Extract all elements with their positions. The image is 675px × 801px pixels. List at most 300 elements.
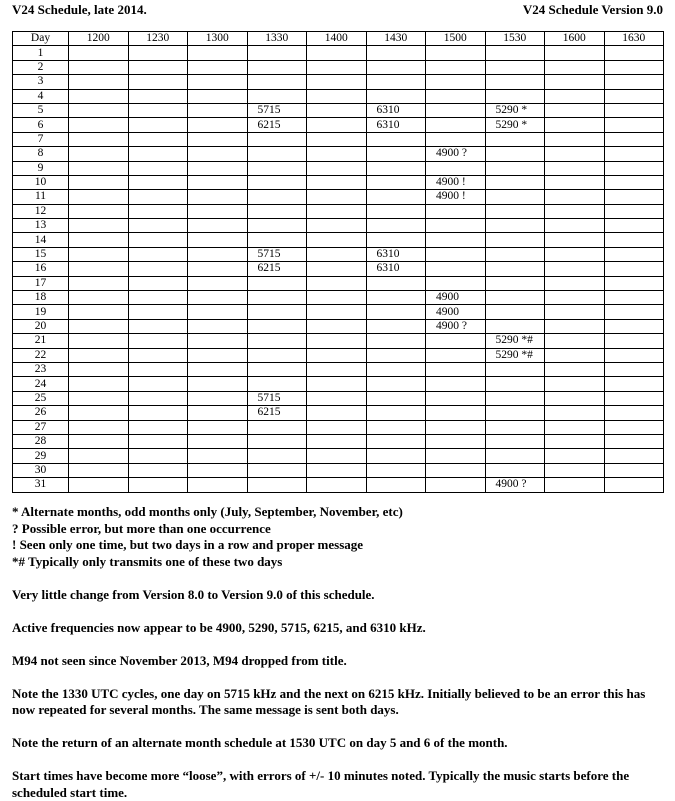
frequency-cell [188, 463, 248, 477]
frequency-cell [485, 449, 545, 463]
frequency-cell [247, 161, 307, 175]
day-cell: 4 [13, 89, 69, 103]
frequency-cell [247, 377, 307, 391]
legend-item: *# Typically only transmits one of these two days [12, 554, 667, 571]
frequency-cell [188, 420, 248, 434]
frequency-cell [307, 291, 367, 305]
frequency-cell [545, 175, 605, 189]
frequency-cell [307, 118, 367, 132]
frequency-cell [485, 233, 545, 247]
frequency-cell [307, 219, 367, 233]
frequency-cell [485, 463, 545, 477]
frequency-cell [247, 46, 307, 60]
frequency-cell [426, 204, 486, 218]
frequency-cell [545, 463, 605, 477]
frequency-cell [188, 204, 248, 218]
frequency-cell [69, 420, 129, 434]
frequency-cell [307, 334, 367, 348]
column-header-time: 1630 [604, 32, 664, 46]
frequency-cell [128, 291, 188, 305]
day-cell: 11 [13, 190, 69, 204]
table-row [13, 60, 664, 74]
frequency-cell [604, 147, 664, 161]
table-row [13, 449, 664, 463]
frequency-cell [545, 334, 605, 348]
frequency-cell [188, 334, 248, 348]
table-row [13, 305, 664, 319]
frequency-cell [366, 406, 426, 420]
frequency-cell [426, 276, 486, 290]
column-header-time: 1430 [366, 32, 426, 46]
frequency-cell [604, 291, 664, 305]
day-cell: 15 [13, 247, 69, 261]
frequency-cell [128, 449, 188, 463]
legend-item: * Alternate months, odd months only (July, September, November, etc) [12, 504, 667, 521]
frequency-cell [604, 406, 664, 420]
day-cell: 27 [13, 420, 69, 434]
frequency-cell [604, 118, 664, 132]
frequency-cell [426, 434, 486, 448]
frequency-cell: 4900 ? [485, 478, 545, 492]
frequency-cell [69, 319, 129, 333]
frequency-cell [485, 434, 545, 448]
frequency-cell [247, 434, 307, 448]
frequency-cell [188, 89, 248, 103]
frequency-cell [128, 262, 188, 276]
frequency-cell [604, 190, 664, 204]
frequency-cell [485, 406, 545, 420]
day-cell: 23 [13, 362, 69, 376]
day-cell: 19 [13, 305, 69, 319]
frequency-cell [545, 204, 605, 218]
frequency-cell [128, 276, 188, 290]
frequency-cell [188, 75, 248, 89]
frequency-cell [128, 247, 188, 261]
frequency-cell [604, 247, 664, 261]
note-paragraph: Note the return of an alternate month schedule at 1530 UTC on day 5 and 6 of the month. [12, 735, 667, 752]
day-cell: 9 [13, 161, 69, 175]
frequency-cell [604, 377, 664, 391]
frequency-cell [426, 233, 486, 247]
frequency-cell [604, 89, 664, 103]
frequency-cell: 6310 [366, 247, 426, 261]
frequency-cell [485, 377, 545, 391]
frequency-cell [69, 463, 129, 477]
frequency-cell [188, 175, 248, 189]
frequency-cell [545, 478, 605, 492]
frequency-cell [426, 89, 486, 103]
note-paragraph: Very little change from Version 8.0 to Version 9.0 of this schedule. [12, 587, 667, 604]
frequency-cell [69, 291, 129, 305]
frequency-cell [69, 132, 129, 146]
frequency-cell [188, 247, 248, 261]
frequency-cell [426, 391, 486, 405]
frequency-cell [545, 161, 605, 175]
frequency-cell: 5290 *# [485, 334, 545, 348]
frequency-cell [366, 46, 426, 60]
header-row [13, 32, 664, 46]
frequency-cell [366, 334, 426, 348]
frequency-cell [307, 132, 367, 146]
frequency-cell [188, 305, 248, 319]
frequency-cell [128, 391, 188, 405]
day-cell: 31 [13, 478, 69, 492]
frequency-cell [426, 420, 486, 434]
frequency-cell [188, 46, 248, 60]
frequency-cell [366, 219, 426, 233]
frequency-cell [307, 190, 367, 204]
day-cell: 30 [13, 463, 69, 477]
table-row [13, 434, 664, 448]
frequency-cell [247, 449, 307, 463]
version-label: V24 Schedule Version 9.0 [523, 2, 663, 18]
frequency-cell: 6215 [247, 118, 307, 132]
frequency-cell [366, 348, 426, 362]
frequency-cell [485, 305, 545, 319]
day-cell: 2 [13, 60, 69, 74]
frequency-cell [69, 262, 129, 276]
frequency-cell [128, 348, 188, 362]
column-header-day: Day [13, 32, 69, 46]
frequency-cell [366, 305, 426, 319]
frequency-cell [366, 132, 426, 146]
frequency-cell [69, 103, 129, 117]
frequency-cell [307, 463, 367, 477]
frequency-cell [604, 362, 664, 376]
frequency-cell [307, 103, 367, 117]
frequency-cell: 5715 [247, 247, 307, 261]
frequency-cell [604, 434, 664, 448]
frequency-cell [426, 449, 486, 463]
frequency-cell: 5715 [247, 103, 307, 117]
frequency-cell [545, 46, 605, 60]
frequency-cell [247, 319, 307, 333]
day-cell: 7 [13, 132, 69, 146]
frequency-cell [426, 247, 486, 261]
frequency-cell [128, 219, 188, 233]
table-row [13, 161, 664, 175]
table-row [13, 118, 664, 132]
frequency-cell [366, 319, 426, 333]
frequency-cell [366, 391, 426, 405]
frequency-cell [69, 362, 129, 376]
frequency-cell [545, 319, 605, 333]
paragraphs [12, 587, 667, 801]
frequency-cell [128, 161, 188, 175]
frequency-cell [128, 406, 188, 420]
day-cell: 5 [13, 103, 69, 117]
frequency-cell [69, 449, 129, 463]
frequency-cell: 5290 * [485, 103, 545, 117]
frequency-cell [604, 132, 664, 146]
frequency-cell [128, 233, 188, 247]
day-cell: 21 [13, 334, 69, 348]
frequency-cell [604, 46, 664, 60]
legend [12, 504, 667, 570]
table-row [13, 420, 664, 434]
frequency-cell [545, 420, 605, 434]
frequency-cell [485, 219, 545, 233]
frequency-cell [188, 478, 248, 492]
frequency-cell: 4900 [426, 291, 486, 305]
frequency-cell [69, 305, 129, 319]
table-row [13, 175, 664, 189]
column-header-time: 1530 [485, 32, 545, 46]
frequency-cell [485, 319, 545, 333]
table-row [13, 75, 664, 89]
frequency-cell: 6310 [366, 262, 426, 276]
frequency-cell [307, 175, 367, 189]
frequency-cell [366, 463, 426, 477]
frequency-cell [128, 75, 188, 89]
frequency-cell: 5290 * [485, 118, 545, 132]
frequency-cell: 4900 ? [426, 319, 486, 333]
frequency-cell [604, 75, 664, 89]
frequency-cell [366, 190, 426, 204]
frequency-cell [545, 75, 605, 89]
frequency-cell [307, 247, 367, 261]
frequency-cell [604, 420, 664, 434]
frequency-cell [426, 348, 486, 362]
frequency-cell [69, 233, 129, 247]
frequency-cell [604, 103, 664, 117]
frequency-cell: 5715 [247, 391, 307, 405]
table-row [13, 377, 664, 391]
frequency-cell [307, 377, 367, 391]
frequency-cell [307, 233, 367, 247]
table-row [13, 103, 664, 117]
table-row [13, 348, 664, 362]
notes-section [12, 504, 667, 801]
frequency-cell [307, 449, 367, 463]
column-header-time: 1230 [128, 32, 188, 46]
day-cell: 8 [13, 147, 69, 161]
frequency-cell [128, 434, 188, 448]
frequency-cell [604, 60, 664, 74]
column-header-time: 1200 [69, 32, 129, 46]
frequency-cell [69, 175, 129, 189]
frequency-cell [188, 147, 248, 161]
frequency-cell [128, 334, 188, 348]
frequency-cell [426, 478, 486, 492]
note-paragraph: Start times have become more “loose”, with errors of +/- 10 minutes noted. Typically the music starts before the scheduled start time. [12, 768, 667, 801]
table-row [13, 276, 664, 290]
frequency-cell [366, 60, 426, 74]
frequency-cell [485, 46, 545, 60]
frequency-cell [545, 233, 605, 247]
frequency-cell [366, 291, 426, 305]
frequency-cell [69, 377, 129, 391]
frequency-cell [485, 362, 545, 376]
table-row [13, 463, 664, 477]
frequency-cell [69, 348, 129, 362]
frequency-cell [128, 377, 188, 391]
frequency-cell [128, 46, 188, 60]
frequency-cell [545, 291, 605, 305]
document-title: V24 Schedule, late 2014. [12, 2, 147, 18]
table-row [13, 406, 664, 420]
frequency-cell [69, 161, 129, 175]
frequency-cell [307, 262, 367, 276]
frequency-cell [307, 305, 367, 319]
frequency-cell [247, 132, 307, 146]
frequency-cell [247, 147, 307, 161]
frequency-cell [128, 132, 188, 146]
frequency-cell [247, 233, 307, 247]
frequency-cell [545, 247, 605, 261]
table-row [13, 362, 664, 376]
frequency-cell [545, 147, 605, 161]
frequency-cell [188, 319, 248, 333]
frequency-cell [69, 147, 129, 161]
day-cell: 12 [13, 204, 69, 218]
frequency-cell [366, 276, 426, 290]
frequency-cell [426, 262, 486, 276]
frequency-cell [485, 276, 545, 290]
frequency-cell [307, 147, 367, 161]
frequency-cell [188, 348, 248, 362]
frequency-cell [604, 161, 664, 175]
frequency-cell: 6310 [366, 118, 426, 132]
frequency-cell [545, 406, 605, 420]
frequency-cell [188, 406, 248, 420]
table-row [13, 233, 664, 247]
frequency-cell [247, 362, 307, 376]
frequency-cell [604, 204, 664, 218]
frequency-cell [426, 118, 486, 132]
frequency-cell [545, 377, 605, 391]
frequency-cell [604, 305, 664, 319]
frequency-cell [366, 75, 426, 89]
frequency-cell [485, 161, 545, 175]
frequency-cell [485, 247, 545, 261]
column-header-time: 1600 [545, 32, 605, 46]
frequency-cell [128, 305, 188, 319]
day-cell: 26 [13, 406, 69, 420]
frequency-cell [604, 391, 664, 405]
frequency-cell [485, 75, 545, 89]
frequency-cell [426, 219, 486, 233]
frequency-cell [545, 391, 605, 405]
frequency-cell [128, 118, 188, 132]
frequency-cell [307, 406, 367, 420]
frequency-cell [366, 362, 426, 376]
legend-item: ? Possible error, but more than one occurrence [12, 521, 667, 538]
frequency-cell [604, 319, 664, 333]
frequency-cell [485, 89, 545, 103]
day-cell: 13 [13, 219, 69, 233]
frequency-cell [188, 262, 248, 276]
frequency-cell [366, 147, 426, 161]
frequency-cell [604, 175, 664, 189]
day-cell: 14 [13, 233, 69, 247]
frequency-cell [247, 75, 307, 89]
frequency-cell [604, 334, 664, 348]
frequency-cell: 6215 [247, 262, 307, 276]
day-cell: 10 [13, 175, 69, 189]
frequency-cell [307, 420, 367, 434]
day-cell: 25 [13, 391, 69, 405]
frequency-cell [128, 319, 188, 333]
frequency-cell [545, 362, 605, 376]
frequency-cell [545, 219, 605, 233]
frequency-cell [188, 434, 248, 448]
frequency-cell [69, 219, 129, 233]
day-cell: 6 [13, 118, 69, 132]
frequency-cell [604, 348, 664, 362]
frequency-cell [188, 449, 248, 463]
frequency-cell [307, 348, 367, 362]
frequency-cell [188, 233, 248, 247]
day-cell: 1 [13, 46, 69, 60]
frequency-cell [247, 420, 307, 434]
frequency-cell [247, 463, 307, 477]
frequency-cell [604, 233, 664, 247]
frequency-cell [128, 89, 188, 103]
frequency-cell [69, 478, 129, 492]
table-row [13, 262, 664, 276]
frequency-cell [128, 190, 188, 204]
frequency-cell [247, 219, 307, 233]
frequency-cell [188, 103, 248, 117]
frequency-cell [485, 175, 545, 189]
frequency-cell [545, 305, 605, 319]
frequency-cell [426, 334, 486, 348]
frequency-cell [366, 449, 426, 463]
frequency-cell [307, 161, 367, 175]
frequency-cell [188, 391, 248, 405]
table-row [13, 247, 664, 261]
schedule-table [12, 31, 664, 493]
frequency-cell [604, 463, 664, 477]
frequency-cell [366, 161, 426, 175]
frequency-cell [188, 161, 248, 175]
frequency-cell [247, 175, 307, 189]
frequency-cell [366, 233, 426, 247]
frequency-cell [366, 377, 426, 391]
table-row [13, 219, 664, 233]
frequency-cell [307, 362, 367, 376]
table-row [13, 132, 664, 146]
column-header-time: 1330 [247, 32, 307, 46]
frequency-cell [128, 103, 188, 117]
frequency-cell [307, 60, 367, 74]
frequency-cell [69, 406, 129, 420]
frequency-cell [307, 46, 367, 60]
frequency-cell [485, 60, 545, 74]
column-header-time: 1500 [426, 32, 486, 46]
day-cell: 20 [13, 319, 69, 333]
frequency-cell [128, 463, 188, 477]
frequency-cell [69, 434, 129, 448]
frequency-cell [545, 103, 605, 117]
frequency-cell [545, 276, 605, 290]
frequency-cell [247, 291, 307, 305]
frequency-cell [307, 204, 367, 218]
frequency-cell [307, 319, 367, 333]
frequency-cell [307, 434, 367, 448]
frequency-cell: 6310 [366, 103, 426, 117]
table-row [13, 334, 664, 348]
frequency-cell [426, 132, 486, 146]
frequency-cell [128, 478, 188, 492]
frequency-cell [485, 391, 545, 405]
frequency-cell [485, 147, 545, 161]
frequency-cell [604, 276, 664, 290]
frequency-cell [426, 46, 486, 60]
frequency-cell [188, 291, 248, 305]
frequency-cell [545, 60, 605, 74]
